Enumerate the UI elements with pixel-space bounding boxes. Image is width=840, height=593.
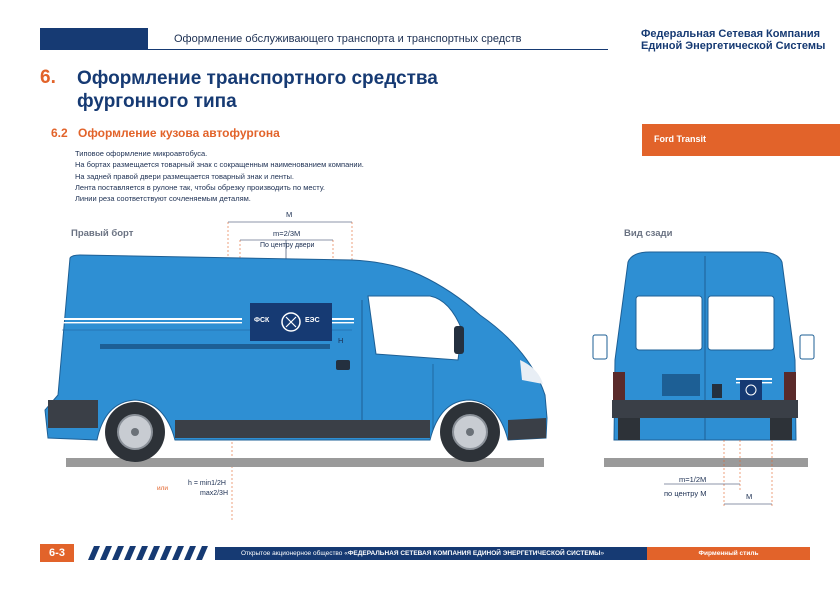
rear-ground — [604, 458, 808, 467]
side-view-label: Правый борт — [71, 228, 134, 239]
dim-m-side: m=2/3M — [273, 229, 301, 238]
dim-H: H — [338, 336, 344, 345]
dim-m-rear: m=1/2M — [679, 475, 707, 484]
dim-h-line2: max2/3H — [200, 490, 229, 497]
footer-style-label: Фирменный стиль — [647, 547, 810, 560]
subsection-title: Оформление кузова автофургона — [78, 126, 280, 140]
center-M-label: по центру M — [664, 489, 707, 498]
dim-h-line1: h = min1/2H — [188, 480, 226, 487]
company-name-line1: Федеральная Сетевая Компания — [641, 28, 821, 40]
dim-M-side: M — [286, 210, 293, 219]
model-tag-label: Ford Transit — [654, 134, 707, 144]
side-van — [45, 255, 547, 462]
footer-org-prefix: Открытое акционерное общество « — [241, 550, 348, 557]
footer-org-name: ФЕДЕРАЛЬНАЯ СЕТЕВАЯ КОМПАНИЯ ЕДИНОЙ ЭНЕРГЕТИЧЕСКОЙ СИСТЕМЫ — [347, 550, 601, 557]
description-line: Типовое оформление микроавтобуса. — [75, 149, 208, 158]
door-center-label: По центру двери — [260, 242, 315, 249]
rear-van — [593, 252, 814, 440]
side-logo-left-text: ФСК — [254, 317, 270, 324]
page-number: 6-3 — [40, 544, 74, 562]
footer-hatch — [88, 546, 216, 562]
section-title-line2: фургонного типа — [77, 91, 237, 112]
description-line: Линии реза соответствуют сочленяемым деталям. — [75, 194, 251, 204]
footer-org-suffix: » — [600, 550, 605, 557]
description-line: На бортах размещается товарный знак с сокращенным наименованием компании. — [75, 160, 364, 170]
description-line: На задней правой двери размещается товарный знак и ленты. — [75, 171, 294, 181]
dim-M-rear: M — [746, 492, 753, 501]
subsection-number: 6.2 — [51, 126, 68, 140]
section-title-line1: Оформление транспортного средства — [77, 68, 438, 89]
section-number: 6. — [40, 67, 56, 88]
or-label: или — [157, 485, 169, 492]
company-name-line2: Единой Энергетической Системы — [641, 40, 826, 52]
header-section-title: Оформление обслуживающего транспорта и транспортных средств — [174, 33, 522, 45]
rear-view-label: Вид сзади — [624, 228, 673, 239]
side-logo-right-text: ЕЭС — [305, 317, 320, 324]
description-line: Лента поставляется в рулоне так, чтобы обрезку производить по месту. — [75, 182, 325, 192]
footer-org-bar — [215, 547, 647, 560]
